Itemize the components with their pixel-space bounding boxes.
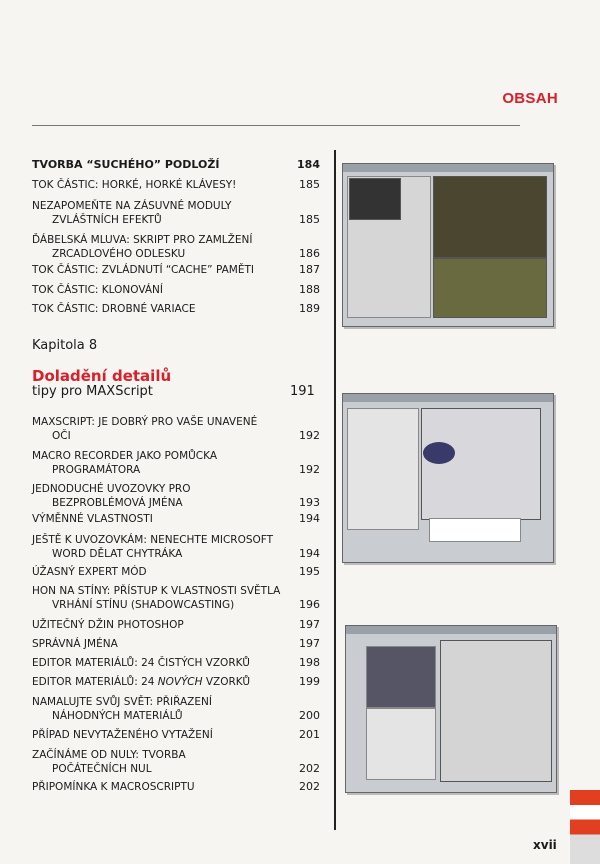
toc-entry-page: 202	[299, 762, 320, 775]
toc-entry-title: PŘÍPAD NEVYTAŽENÉHO VYTAŽENÍ	[32, 729, 213, 741]
toc-entry-title-continued: ZVLÁŠTNÍCH EFEKTŮ	[52, 214, 162, 226]
toc-entry-title-continued: ZRCADLOVÉHO ODLESKU	[52, 248, 186, 260]
toc-entry-page: 195	[299, 565, 320, 578]
toc-entry-page: 196	[299, 598, 320, 611]
toc-entry	[32, 482, 320, 510]
toc-entry-title: ZAČÍNÁME OD NULY: TVORBA	[32, 749, 186, 761]
toc-entry	[32, 584, 320, 612]
toc-entry-title: MACRO RECORDER JAKO POMŮCKA	[32, 450, 218, 462]
chapter-title: Doladění detailů	[32, 367, 172, 385]
decorative-barrier	[570, 790, 600, 864]
chapter-page: 191	[290, 384, 315, 399]
toc-entry-title: HON NA STÍNY: PŘÍSTUP K VLASTNOSTI SVĚTLA	[32, 585, 281, 597]
toc-entry-title: TOK ČÁSTIC: ZVLÁDNUTÍ “CACHE” PAMĚTI	[32, 264, 255, 276]
toc-entry	[32, 748, 320, 776]
toc-entry-page: 185	[299, 213, 320, 226]
toc-entry-title-continued: POČÁTEČNÍCH NUL	[52, 763, 152, 775]
toc-entry-page: 199	[299, 675, 320, 688]
toc-entry-title: JEDNODUCHÉ UVOZOVKY PRO	[32, 483, 191, 495]
toc-entry-title-continued: NÁHODNÝCH MATERIÁLŮ	[52, 710, 183, 722]
toc-entry-page: 194	[299, 547, 320, 560]
toc-entry-title: NAMALUJTE SVŮJ SVĚT: PŘIŘAZENÍ	[32, 696, 212, 708]
toc-entry-page: 192	[299, 463, 320, 476]
toc-entry-page: 201	[299, 728, 320, 741]
toc-entry-title: TVORBA “SUCHÉHO” PODLOŽÍ	[32, 158, 220, 171]
toc-entry-title: MAXSCRIPT: JE DOBRÝ PRO VAŠE UNAVENÉ	[32, 416, 258, 428]
toc-entry-title: ÚŽASNÝ EXPERT MÓD	[32, 566, 147, 578]
toc-entry-page: 188	[299, 283, 320, 296]
toc-entry-title: PŘIPOMÍNKA K MACROSCRIPTU	[32, 781, 195, 793]
toc-entry-title: EDITOR MATERIÁLŮ: 24 NOVÝCH VZORKŮ	[32, 676, 251, 688]
chapter-label: Kapitola 8	[32, 338, 98, 353]
toc-entry	[32, 449, 320, 477]
toc-entry-title-continued: PROGRAMÁTORA	[52, 464, 141, 476]
toc-entry-title-continued: VRHÁNÍ STÍNU (SHADOWCASTING)	[52, 599, 235, 611]
toc-entry	[32, 695, 320, 723]
toc-entry	[32, 618, 320, 632]
toc-entry-page: 192	[299, 429, 320, 442]
toc-entry-page: 189	[299, 302, 320, 315]
toc-entry	[32, 780, 320, 794]
toc-entry-title-continued: BEZPROBLÉMOVÁ JMÉNA	[52, 497, 183, 509]
toc-entry-page: 184	[297, 158, 320, 171]
toc-entry-title: TOK ČÁSTIC: HORKÉ, HORKÉ KLÁVESY!	[32, 179, 237, 191]
toc-entry-title-continued: WORD DĚLAT CHYTRÁKA	[52, 548, 183, 560]
toc-entry-title: UŽITEČNÝ DŽIN PHOTOSHOP	[32, 619, 184, 631]
toc-entry	[32, 199, 320, 227]
toc-entry-page: 198	[299, 656, 320, 669]
toc-entry	[32, 283, 320, 297]
toc-entry-page: 187	[299, 263, 320, 276]
toc-entry-page: 194	[299, 512, 320, 525]
toc-entry-page: 193	[299, 496, 320, 509]
toc-entry-title: NEZAPOMEŇTE NA ZÁSUVNÉ MODULY	[32, 200, 232, 212]
toc-entry	[32, 158, 320, 172]
column-divider	[334, 150, 336, 830]
toc-entry	[32, 656, 320, 670]
screenshot-material-editor	[345, 625, 557, 793]
toc-entry-page: 202	[299, 780, 320, 793]
toc-entry-page: 186	[299, 247, 320, 260]
toc-entry-title: VÝMĚNNÉ VLASTNOSTI	[32, 513, 153, 525]
toc-entry-title: ĎÁBELSKÁ MLUVA: SKRIPT PRO ZAMLŽENÍ	[32, 234, 253, 246]
toc-entry-page: 197	[299, 618, 320, 631]
toc-entry-title: JEŠTĚ K UVOZOVKÁM: NENECHTE MICROSOFT	[32, 534, 274, 546]
toc-entry-title: TOK ČÁSTIC: DROBNÉ VARIACE	[32, 303, 196, 315]
toc-entry-title: EDITOR MATERIÁLŮ: 24 ČISTÝCH VZORKŮ	[32, 657, 250, 669]
toc-entry	[32, 565, 320, 579]
toc-entry	[32, 512, 320, 526]
toc-entry-page: 185	[299, 178, 320, 191]
section-header: OBSAH	[502, 90, 558, 107]
toc-entry	[32, 637, 320, 651]
toc-entry-page: 197	[299, 637, 320, 650]
header-rule	[32, 125, 520, 126]
screenshot-teapot-scene	[342, 393, 554, 563]
toc-entry	[32, 233, 320, 261]
toc-entry-page: 200	[299, 709, 320, 722]
toc-entry	[32, 263, 320, 277]
toc-entry	[32, 302, 320, 316]
screenshot-textured-ground	[342, 163, 554, 327]
toc-entry-title: SPRÁVNÁ JMÉNA	[32, 638, 118, 650]
chapter-subtitle: tipy pro MAXScript	[32, 384, 153, 399]
toc-entry	[32, 415, 320, 443]
toc-entry-title-continued: OČI	[52, 430, 71, 442]
toc-entry	[32, 178, 320, 192]
toc-entry	[32, 675, 320, 689]
toc-entry-title: TOK ČÁSTIC: KLONOVÁNÍ	[32, 284, 164, 296]
toc-entry	[32, 728, 320, 742]
page-number: xvii	[533, 838, 557, 852]
toc-entry	[32, 533, 320, 561]
